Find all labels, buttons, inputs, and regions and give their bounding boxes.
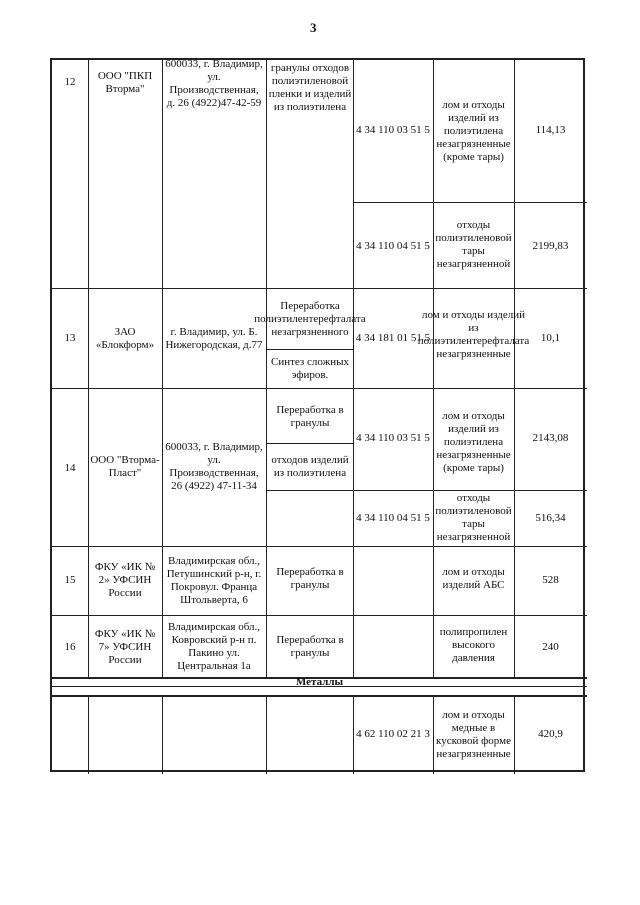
activity: Переработка в гранулы	[276, 404, 344, 429]
section-header: Металлы	[295, 675, 344, 688]
address: 600033, г. Владимир, ул. Производственная, д. 26 (4922)47-42-59	[165, 58, 263, 109]
amount: 420,9	[538, 727, 563, 740]
row-divider	[52, 388, 587, 389]
row-number: 12	[64, 76, 76, 88]
amount: 240	[542, 640, 559, 653]
address: 600033, г. Владимир, ул. Производственная, 26 (4922) 47-11-34	[165, 441, 263, 492]
page-number: 3	[310, 20, 317, 35]
amount: 10,1	[540, 331, 561, 344]
waste-name: лом и отходы изделий АБС	[442, 566, 505, 591]
waste-name: отходы полиэтиленовой тары незагрязненной	[435, 219, 512, 270]
row-number: 15	[64, 573, 76, 586]
waste-name: полипропилен высокого давления	[439, 625, 508, 664]
col-divider	[162, 60, 163, 677]
waste-name: лом и отходы изделий из полиэтилентерефталата незагрязненные	[417, 309, 530, 360]
activity: Переработка полиэтилентерефталата незагрязненного	[254, 299, 366, 338]
address: Владимирская обл., Петушинский р-н, г. Покровул. Франца Штольверта, 6	[166, 555, 262, 606]
waste-name: отходы полиэтиленовой тары незагрязненной	[435, 492, 512, 543]
row-divider	[52, 695, 587, 697]
activity: Переработка в гранулы	[276, 566, 344, 591]
row-divider	[266, 349, 353, 350]
organization-name: ООО "Вторма-Пласт"	[90, 454, 160, 479]
waste-code: 4 62 110 02 21 3	[356, 727, 430, 740]
col-divider	[162, 696, 163, 774]
row-divider	[353, 202, 587, 203]
amount: 114,13	[535, 123, 566, 136]
waste-code: 4 34 110 03 51 5	[356, 123, 430, 136]
waste-table	[50, 58, 585, 772]
amount: 528	[542, 573, 559, 586]
row-number: 16	[64, 640, 76, 653]
waste-code: 4 34 110 04 51 5	[356, 511, 430, 524]
row-divider	[266, 443, 353, 444]
col-divider	[353, 60, 354, 677]
organization-name: ФКУ «ИК № 7» УФСИН России	[94, 627, 156, 666]
waste-code: 4 34 110 04 51 5	[356, 239, 430, 252]
col-divider	[266, 60, 267, 677]
row-divider	[266, 490, 353, 491]
amount: 2143,08	[532, 431, 569, 444]
col-divider	[266, 696, 267, 774]
row-number: 14	[64, 461, 76, 474]
waste-code: 4 34 110 03 51 5	[356, 431, 430, 444]
row-divider	[52, 615, 587, 616]
waste-code: 4 34 181 01 51 5	[355, 331, 431, 344]
row-divider	[52, 546, 587, 547]
waste-name: лом и отходы изделий из полиэтилена незагрязненные (кроме тары)	[436, 98, 511, 163]
activity: отходов изделий из полиэтилена	[271, 454, 349, 479]
activity: гранулы отходов полиэтиленовой пленки и изделий из полиэтилена	[268, 62, 352, 113]
amount: 2199,83	[532, 239, 569, 252]
activity: Синтез сложных эфиров.	[270, 356, 349, 381]
waste-name: лом и отходы изделий из полиэтилена незагрязненные (кроме тары)	[436, 409, 511, 474]
row-number: 13	[64, 331, 76, 344]
activity: Переработка в гранулы	[276, 634, 344, 659]
amount: 516,34	[535, 511, 566, 524]
address: г. Владимир, ул. Б. Нижегородская, д.77	[165, 326, 263, 351]
organization-name: ФКУ «ИК № 2» УФСИН России	[94, 560, 156, 599]
waste-name: лом и отходы медные в кусковой форме незагрязненные	[436, 709, 511, 760]
organization-name: ООО "ПКП Вторма"	[97, 69, 153, 95]
organization-name: ЗАО «Блокформ»	[95, 326, 155, 351]
address: Владимирская обл., Ковровский р-н п. Пакино ул. Центральная 1а	[167, 621, 261, 672]
col-divider	[88, 696, 89, 774]
row-divider	[52, 288, 587, 289]
